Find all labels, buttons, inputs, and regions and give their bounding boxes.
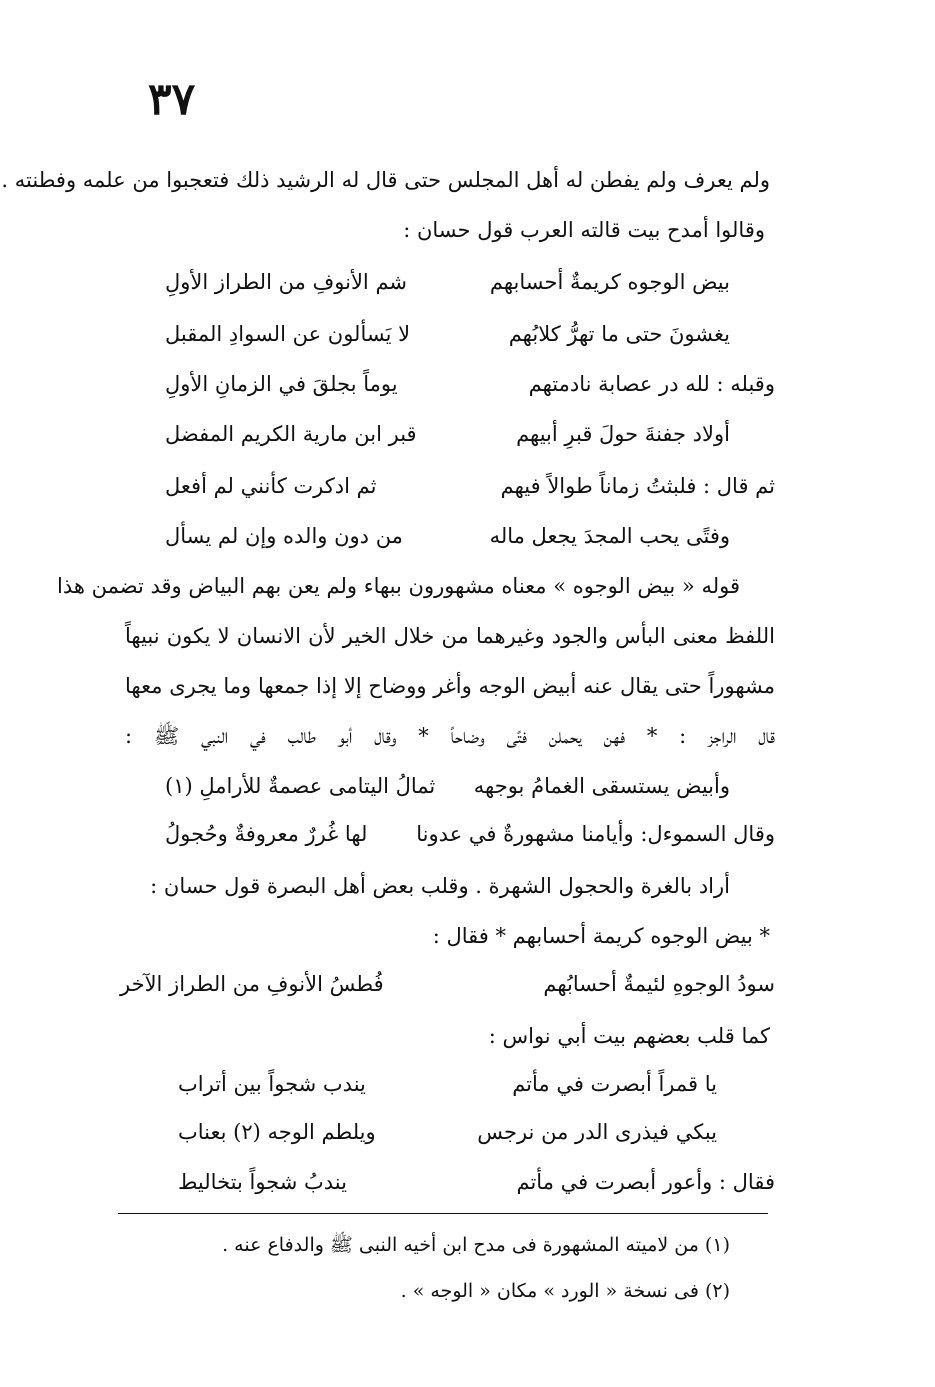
paragraph-line: * بيض الوجوه كريمة أحسابهم * فقال : [432, 924, 770, 948]
verse-hemistich-right: ثم قال : فلبثتُ زماناً طوالاً فيهم [500, 474, 775, 498]
verse-hemistich-left: يندب شجواً بين أتراب [178, 1072, 366, 1096]
verse-hemistich-left: ثمالُ اليتامى عصمةٌ للأراملِ (١) [165, 774, 436, 798]
paragraph-line: مشهوراً حتى يقال عنه أبيض الوجه وأغر ووضاح إلا إذا جمعها وما يجرى معها [125, 674, 775, 698]
verse-hemistich-right: بيض الوجوه كريمةٌ أحسابهم [489, 270, 730, 294]
verse-hemistich-left: شم الأنوفِ من الطراز الأولِ [165, 270, 408, 294]
paragraph-line: وقالوا أمدح بيت قالته العرب قول حسان : [403, 218, 765, 242]
verse-hemistich-right: سودُ الوجوهِ لئيمةٌ أحسابُهم [543, 972, 775, 996]
verse-hemistich-left: فُطسُ الأنوفِ من الطراز الآخر [120, 972, 384, 996]
verse-hemistich-right: وفتًى يحب المجدَ يجعل ماله [489, 524, 730, 548]
page-number: ٣٧ [148, 74, 196, 125]
verse-hemistich-left: ثم ادكرت كأنني لم أفعل [165, 474, 377, 498]
verse-hemistich-left: يوماً بجلقَ في الزمانِ الأولِ [165, 372, 398, 396]
footnote-divider [118, 1213, 768, 1214]
verse-hemistich-right: وأبيض يستسقى الغمامُ بوجهه [473, 774, 730, 798]
footnote: (١) من لاميته المشهورة فى مدح ابن أخيه النبى ﷺ والدفاع عنه . [222, 1234, 730, 1256]
verse-hemistich-left: لها غُررٌ معروفةٌ وحُجولُ [165, 822, 368, 846]
verse-hemistich-left: قبر ابن مارية الكريم المفضل [165, 422, 417, 446]
verse-hemistich-left: ويلطم الوجه (٢) بعناب [178, 1120, 376, 1144]
paragraph-line: أراد بالغرة والحجول الشهرة . وقلب بعض أهل البصرة قول حسان : [150, 874, 730, 898]
verse-hemistich-right: وقبله : لله در عصابة نادمتهم [528, 372, 775, 396]
verse-hemistich-left: من دون والده وإن لم يسأل [165, 524, 403, 548]
verse-hemistich-right: يبكي فيذرى الدر من نرجس [477, 1120, 717, 1144]
verse-hemistich-left: يندبُ شجواً بتخاليط [178, 1170, 347, 1194]
paragraph-line: قال الراجز : * فهن يحملن فتًى وضاحاً * وقال أبو طالب في النبي ﷺ : [125, 724, 775, 748]
verse-hemistich-right: فقال : وأعور أبصرت في مأتم [516, 1170, 775, 1194]
paragraph-line: كما قلب بعضهم بيت أبي نواس : [488, 1024, 770, 1048]
verse-hemistich-right: وقال السموءل: وأيامنا مشهورةٌ في عدونا [416, 822, 775, 846]
paragraph-line: اللفظ معنى البأس والجود وغيرهما من خلال الخير لأن الانسان لا يكون نبيهاً [125, 624, 775, 648]
footnote: (٢) فى نسخة « الورد » مكان « الوجه » . [400, 1280, 730, 1302]
verse-hemistich-right: أولاد جفنةَ حولَ قبرِ أبيهم [516, 422, 730, 446]
verse-hemistich-right: يغشونَ حتى ما تهرُّ كلابُهم [508, 322, 730, 346]
paragraph-line: ولم يعرف ولم يفطن له أهل المجلس حتى قال له الرشيد ذلك فتعجبوا من علمه وفطنته . [1, 168, 770, 192]
verse-hemistich-right: يا قمراً أبصرت في مأتم [512, 1072, 717, 1096]
paragraph-line: قوله « بيض الوجوه » معناه مشهورون ببهاء ولم يعن بهم البياض وقد تضمن هذا [57, 574, 740, 598]
verse-hemistich-left: لا يَسألون عن السوادِ المقبل [165, 322, 411, 346]
